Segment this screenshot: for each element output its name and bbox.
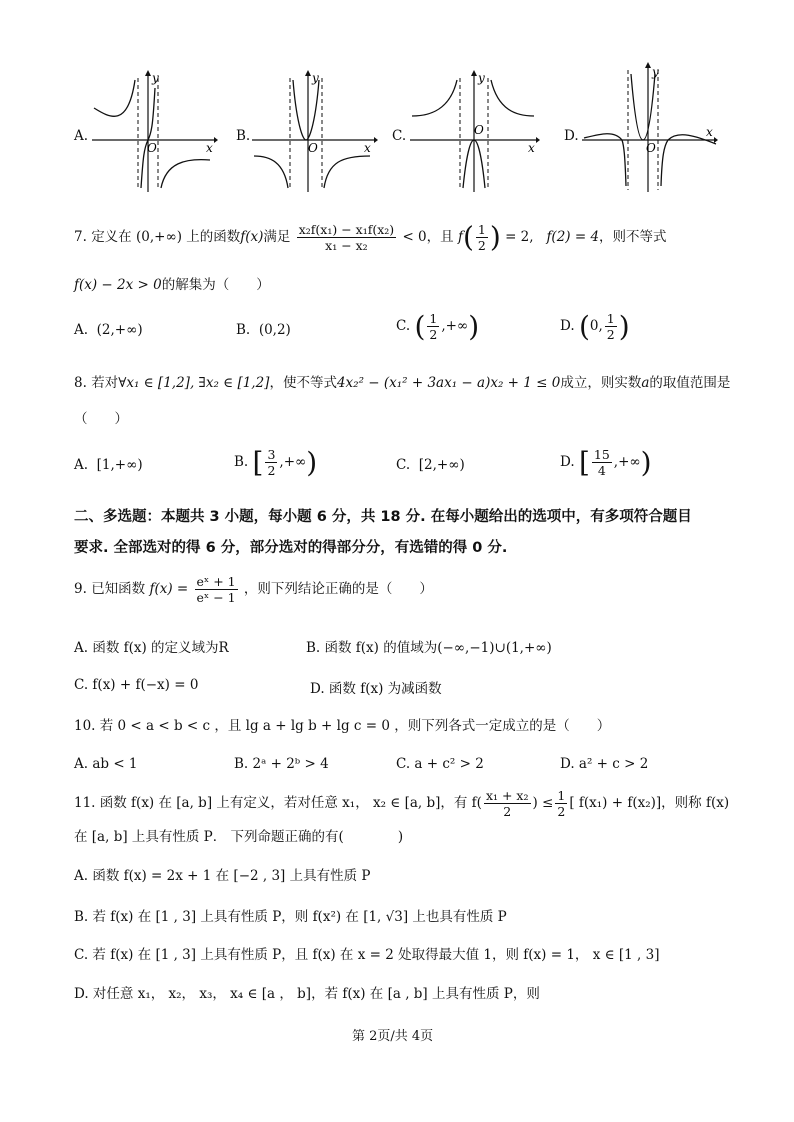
q9-option-c[interactable]: C. f(x) + f(−x) = 0	[74, 677, 199, 693]
q9-fraction: $\frac{\text{eˣ + 1}}{\text{eˣ − 1}}$	[196, 574, 236, 605]
q7-option-d[interactable]: D. (0, $\frac{1}{2}$ )	[560, 310, 630, 343]
q10-option-b[interactable]: B. 2ᵃ + 2ᵇ > 4	[234, 756, 329, 772]
q7-option-a[interactable]: A. (2,+∞)	[74, 322, 143, 338]
q8-option-d[interactable]: D. [ $\frac{15}{4}$ ,+∞)	[560, 446, 652, 479]
q6-a-origin-label: O	[147, 141, 157, 155]
q7-half-fraction: $\frac{1}{2}$	[477, 222, 486, 253]
q6-a-y-label: y	[152, 71, 159, 85]
q11-option-d[interactable]: D. 对任意 x₁， x₂， x₃， x₄ ∈ [a ， b]，若 f(x) 在 [a , b] 上具有性质 P，则	[74, 986, 540, 1002]
q7-text-2: 上的函数	[186, 229, 241, 245]
q6-d-x-label: x	[706, 125, 713, 139]
q11-midpoint-fraction: $\frac{\text{x₁ + x₂}}{2}$	[485, 788, 529, 819]
q6-option-d-graph	[580, 60, 720, 194]
q10-stem: 10. 若 0 < a < b < c ，且 lg a + lg b + lg c = 0 ，则下列各式一定成立的是（ ）	[74, 718, 611, 734]
q7-text-1: 定义在	[91, 229, 132, 245]
q7-stem-line1: 7. 定义在 (0,+∞) 上的函数f(x)满足 $\frac{\text{x₂f(x₁) − x₁f(x₂)}}{\text{x₁ − x₂}}$ < 0，且 f( $\frac{1}{2}$ ) = 2, f(2) = 4，则不等式	[74, 220, 667, 254]
q7-line2-text: 的解集为（ ）	[161, 277, 270, 293]
q10-option-a[interactable]: A. ab < 1	[74, 756, 138, 772]
q7-cond-1: < 0，且	[402, 229, 454, 245]
q6-option-b-label: B.	[236, 128, 251, 144]
q6-option-b-graph	[250, 68, 378, 194]
q6-c-x-label: x	[528, 141, 535, 155]
q11-option-a[interactable]: A. 函数 f(x) = 2x + 1 在 [−2 , 3] 上具有性质 P	[74, 868, 371, 884]
q11-half-fraction: $\frac{1}{2}$	[557, 788, 566, 819]
q7-frac-num: x₂f(x₁) − x₁f(x₂)	[298, 222, 395, 237]
q6-a-x-label: x	[206, 141, 213, 155]
q6-option-c-graph	[408, 68, 540, 194]
q7-inequality: f(x) − 2x > 0	[74, 277, 162, 293]
q6-c-origin-label: O	[474, 123, 484, 137]
q7-cond-2: = 2,	[505, 229, 534, 245]
q9-option-d[interactable]: D. 函数 f(x) 为减函数	[310, 681, 442, 697]
q6-c-y-label: y	[478, 71, 485, 85]
q7-cond-3: f(2) = 4	[546, 229, 600, 245]
q8-option-c[interactable]: C. [2,+∞)	[396, 457, 465, 473]
q7-number: 7.	[74, 229, 87, 245]
section2-heading-line2: 要求. 全部选对的得 6 分，部分选对的得部分分，有选错的得 0 分.	[74, 540, 508, 556]
q6-d-origin-label: O	[646, 141, 656, 155]
q10-option-d[interactable]: D. a² + c > 2	[560, 756, 649, 772]
q11-option-c[interactable]: C. 若 f(x) 在 [1 , 3] 上具有性质 P，且 f(x) 在 x = 2 处取得最大值 1，则 f(x) = 1， x ∈ [1 , 3]	[74, 947, 660, 963]
q6-option-d-label: D.	[564, 128, 579, 144]
q7-text-4: ，则不等式	[599, 229, 667, 245]
q11-stem-line2: 在 [a, b] 上具有性质 P． 下列命题正确的有( )	[74, 829, 404, 845]
q9-option-a[interactable]: A. 函数 f(x) 的定义域为R	[74, 640, 229, 656]
q7-condition-fraction	[297, 222, 396, 253]
q8-stem-line1: 8. 若对∀x₁ ∈ [1,2], ∃x₂ ∈ [1,2]，使不等式4x₂² − (x₁² + 3ax₁ − a)x₂ + 1 ≤ 0成立，则实数a的取值范围是	[74, 375, 731, 391]
q7-f-half: f	[457, 229, 463, 245]
q7-stem-line2	[74, 276, 270, 294]
q11-stem-line1: 11. 函数 f(x) 在 [a, b] 上有定义，若对任意 x₁， x₂ ∈ [a, b]，有 f( $\frac{\text{x₁ + x₂}}{2}$ ) ≤ $\frac{1}{2}$ [ f(x₁) + f(x₂)]，则称 f(x)	[74, 788, 730, 819]
q10-option-c[interactable]: C. a + c² > 2	[396, 756, 484, 772]
q7-interval: (0,+∞)	[135, 229, 182, 245]
q9-stem: 9. 已知函数 f(x) = $\frac{\text{eˣ + 1}}{\text{eˣ − 1}}$ ，则下列结论正确的是（ ）	[74, 574, 433, 605]
q8-quantifier-expr: ∀x₁ ∈ [1,2], ∃x₂ ∈ [1,2]	[118, 375, 270, 391]
q9-option-b[interactable]: B. 函数 f(x) 的值域为(−∞,−1)∪(1,+∞)	[306, 640, 552, 656]
q7-text-3: 满足	[263, 229, 291, 245]
q7-frac-den: x₁ − x₂	[325, 238, 368, 253]
q9-number: 9.	[74, 581, 87, 597]
q7-option-c[interactable]: C. ( $\frac{1}{2}$ ,+∞)	[396, 310, 480, 343]
q8-option-a[interactable]: A. [1,+∞)	[74, 457, 143, 473]
q6-b-y-label: y	[312, 71, 319, 85]
q7-fx: f(x)	[240, 229, 264, 245]
section2-heading-line1: 二、多选题：本题共 3 小题，每小题 6 分，共 18 分. 在每小题给出的选项中，有多项符合题目	[74, 509, 692, 525]
q6-option-a-label: A.	[74, 128, 89, 144]
q6-option-a-graph	[90, 68, 218, 194]
q8-answer-paren: （ ）	[74, 411, 128, 427]
q11-option-b[interactable]: B. 若 f(x) 在 [1 , 3] 上具有性质 P，则 f(x²) 在 [1, √3] 上也具有性质 P	[74, 909, 507, 925]
q6-b-origin-label: O	[308, 141, 318, 155]
q8-inequality: 4x₂² − (x₁² + 3ax₁ − a)x₂ + 1 ≤ 0	[336, 375, 561, 391]
q6-d-y-label: y	[652, 65, 659, 79]
q8-option-b[interactable]: B. [ $\frac{3}{2}$ ,+∞)	[234, 446, 318, 479]
q6-option-c-label: C.	[392, 128, 407, 144]
q6-b-x-label: x	[364, 141, 371, 155]
q8-number: 8.	[74, 375, 87, 391]
page-footer: 第 2页/共 4页	[352, 1029, 434, 1044]
q7-option-b[interactable]: B. (0,2)	[236, 322, 291, 338]
